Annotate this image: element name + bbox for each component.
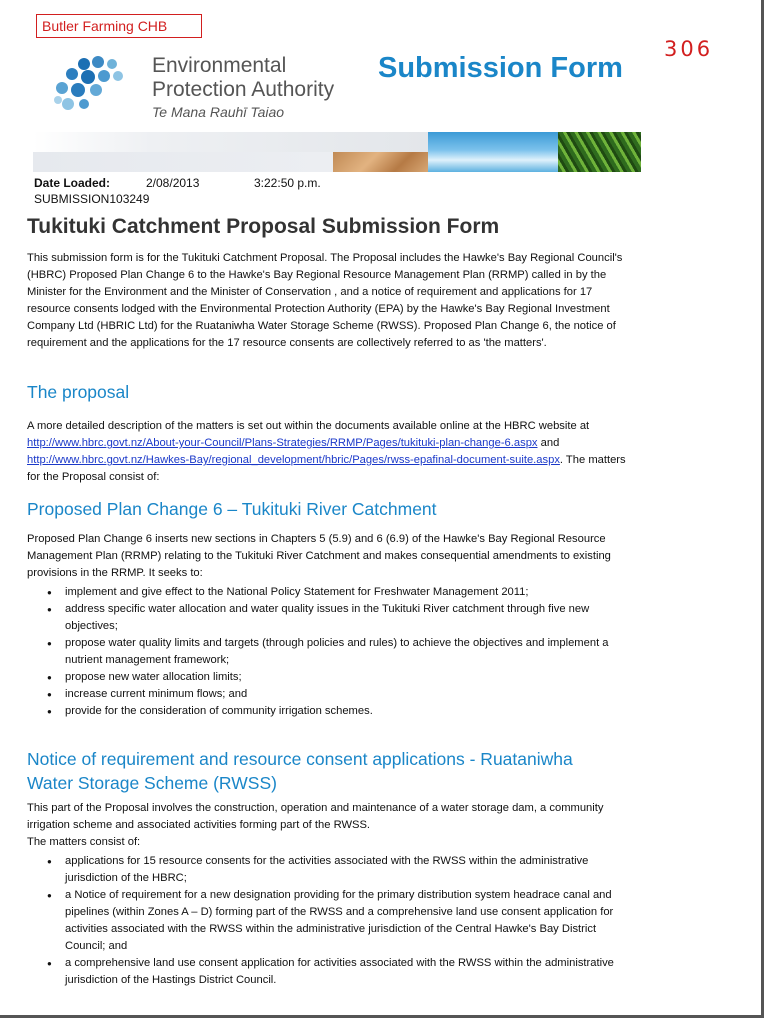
proposal-text-before: A more detailed description of the matters is set out within the documents available online at the HBRC website at <box>27 420 590 432</box>
list-item: ● propose new water allocation limits; <box>44 669 639 686</box>
proposal-text-after: . The matters for the Proposal consist of: <box>27 454 626 483</box>
submission-id: SUBMISSION103249 <box>34 192 150 206</box>
date-loaded-label: Date Loaded: <box>34 176 111 190</box>
header-banner <box>33 132 641 172</box>
intro-paragraph: This submission form is for the Tukituki Catchment Proposal. The Proposal includes the Hawke's Bay Regional Council's (HBRC) Proposed Plan Change 6 to the Hawke's Bay Regional Resource Management Plan (RRMP) called in by the Minister for the Environment and the Minister of Conservation , and a notice of requirement and applications for 17 resource consents lodged with the Environmental Protection Authority (EPA) by the Hawke's Bay Regional Investment Company Ltd (HBRIC Ltd) for the Ruataniwha Water Storage Scheme (RWSS). Proposed Plan Change 6, the notice of requirement and the applications for the 17 resource consents are collectively referred to as 'the matters'. <box>27 252 623 349</box>
ppc6-paragraph: Proposed Plan Change 6 inserts new sections in Chapters 5 (5.9) and 6 (6.9) of the Hawke's Bay Regional Resource Management Plan (RRMP) relating to the Tukituki River Catchment and makes consequential amendments to existing provisions in the RRMP. It seeks to: <box>27 533 611 579</box>
notice-bullet-list <box>44 853 639 989</box>
proposal-heading: The proposal <box>27 382 130 402</box>
list-item: ● implement and give effect to the National Policy Statement for Freshwater Management 2011; <box>44 584 639 601</box>
stamp-label: Butler Farming CHB <box>36 14 202 38</box>
epa-logo-icon <box>48 52 148 122</box>
proposal-paragraph <box>27 418 637 486</box>
epa-logo-text <box>152 54 334 122</box>
list-item: ● provide for the consideration of community irrigation schemes. <box>44 703 639 720</box>
fern-image <box>558 132 641 172</box>
notice-text-2: The matters consist of: <box>27 836 141 848</box>
notice-heading-line-2: Water Storage Scheme (RWSS) <box>27 773 277 793</box>
hbrc-rwss-documents-link[interactable]: http://www.hbrc.govt.nz/Hawkes-Bay/regional_development/hbric/Pages/rwss-epafinal-document-suite.aspx <box>27 454 560 466</box>
notice-text-1: This part of the Proposal involves the construction, operation and maintenance of a water storage dam, a community irrigation scheme and associated activities forming part of the RWSS. <box>27 802 604 831</box>
hbrc-plan-change-link[interactable]: http://www.hbrc.govt.nz/About-your-Council/Plans-Strategies/RRMP/Pages/tukituki-plan-change-6.aspx <box>27 437 538 449</box>
logo-line-2: Protection Authority <box>152 78 335 101</box>
logo-line-1: Environmental <box>152 54 287 77</box>
page-number: 306 <box>664 37 714 61</box>
proposal-text-and: and <box>537 437 560 449</box>
notice-heading-line-1: Notice of requirement and resource consent applications - Ruataniwha <box>27 749 573 769</box>
ppc6-heading: Proposed Plan Change 6 – Tukituki River Catchment <box>27 499 437 519</box>
notice-paragraph <box>27 800 637 851</box>
main-title: Tukituki Catchment Proposal Submission Form <box>27 215 500 238</box>
date-loaded-value: 2/08/2013 <box>146 176 200 190</box>
list-item: ● increase current minimum flows; and <box>44 686 639 703</box>
time-loaded-value: 3:22:50 p.m. <box>254 176 321 190</box>
form-title: Submission Form <box>378 52 623 84</box>
notice-heading <box>27 747 573 795</box>
list-item: ● a Notice of requirement for a new designation providing for the primary distribution system headrace canal and pipelines (within Zones A – D) forming part of the RWSS and a comprehensive land use consent application for activities associated with the RWSS within the administrative jurisdiction of the Central Hawke's Bay District Council; and <box>44 887 639 955</box>
list-item: ● applications for 15 resource consents for the activities associated with the RWSS within the administrative jurisdiction of the HBRC; <box>44 853 639 887</box>
submission-meta <box>34 175 321 207</box>
sky-water-image <box>428 132 558 172</box>
sand-image <box>333 152 428 172</box>
list-item: ● a comprehensive land use consent application for activities associated with the RWSS within the administrative jurisdiction of the Hastings District Council. <box>44 955 639 989</box>
list-item: ● address specific water allocation and water quality issues in the Tukituki River catchment through five new objectives; <box>44 601 639 635</box>
logo-line-3: Te Mana Rauhī Taiao <box>152 104 285 120</box>
ppc6-bullet-list <box>44 584 639 720</box>
list-item: ● propose water quality limits and targets (through policies and rules) to achieve the objectives and implement a nutrient management framework; <box>44 635 639 669</box>
